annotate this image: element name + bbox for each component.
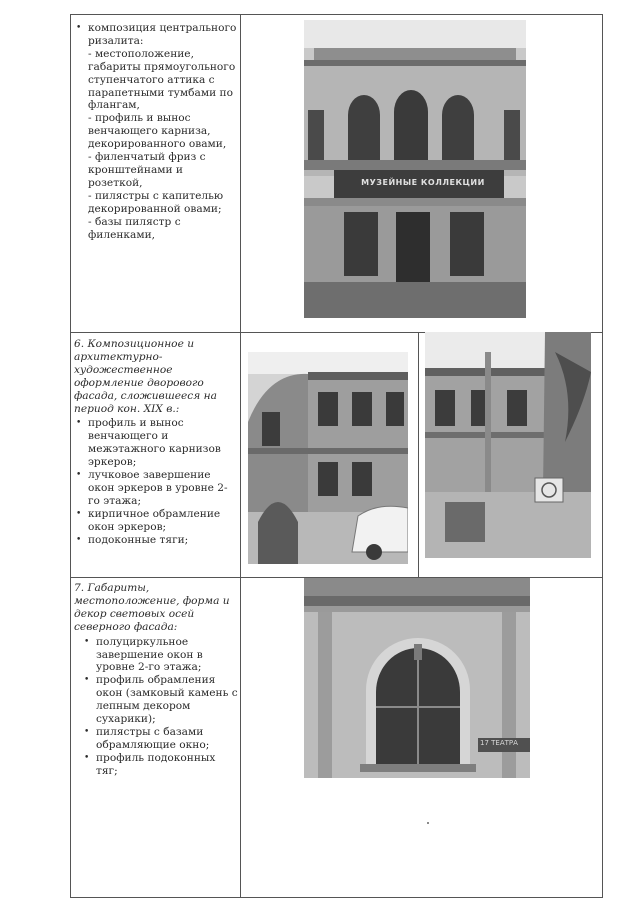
row1-item — [88, 151, 238, 190]
row1-item-text: - пилястры с капителью декорированной овами; — [88, 189, 224, 215]
row2-item-text: подоконные тяги; — [88, 533, 189, 546]
scan-speck — [427, 822, 429, 824]
row2-item-text: профиль и вынос венчающего и межэтажного карнизов эркеров; — [88, 417, 221, 469]
facade-photo-central-risalit — [304, 20, 526, 318]
bullet-icon: • — [84, 636, 90, 647]
row3-item — [84, 751, 238, 778]
row2-item — [76, 469, 236, 508]
row1-item — [88, 112, 238, 151]
courtyard-facade-photo-right — [425, 332, 591, 558]
photo-divider-row2 — [418, 333, 419, 577]
bullet-icon: • — [76, 418, 82, 429]
bullet-icon: • — [84, 726, 90, 737]
bullet-icon: • — [76, 534, 82, 545]
north-facade-window-photo — [304, 578, 530, 778]
bullet-icon: • — [76, 23, 82, 33]
photo-sign-text: МУЗЕЙНЫЕ КОЛЛЕКЦИИ — [361, 178, 485, 187]
row1-item-text: - профиль и вынос венчающего карниза, декорированного овами, — [88, 112, 227, 151]
row2-item — [76, 417, 236, 469]
row3-item — [84, 725, 238, 752]
row1-item — [76, 22, 238, 48]
row1-list — [78, 22, 238, 241]
row3-list — [74, 636, 238, 778]
row3-item-text: полуциркульное завершение окон в уровне 2-го этажа; — [96, 635, 203, 674]
bullet-icon: • — [84, 675, 90, 686]
row3-item-text: пилястры с базами обрамляющие окно; — [96, 725, 210, 751]
row3-item — [84, 635, 238, 675]
row2-item — [76, 533, 236, 547]
row1-text — [78, 22, 238, 241]
row1-item — [88, 216, 238, 242]
row3-text — [74, 582, 238, 778]
bullet-icon: • — [76, 508, 82, 519]
row1-item-text: - филенчатый фриз с кронштейнами и розеткой, — [88, 151, 206, 189]
row3-item-text: профиль подоконных тяг; — [96, 751, 216, 777]
row1-item-text: композиция центрального ризалита: — [88, 22, 237, 47]
row2-text — [74, 338, 236, 547]
row1-item — [88, 48, 238, 113]
table-border-top — [70, 14, 603, 15]
row1-item-text: - базы пилястр с филенками, — [88, 215, 181, 241]
row1-item — [88, 190, 238, 216]
table-border-right — [602, 14, 603, 898]
row2-heading: 6. Композиционное и архитектурно-художественное оформление дворового фасада, сложившееся на период кон. XIX в.: — [74, 338, 217, 415]
bullet-icon: • — [76, 470, 82, 481]
table-border-left — [70, 14, 71, 898]
row3-item-text: профиль обрамления окон (замковый камень с лепным декором сухарики); — [96, 674, 238, 726]
row1-item-text: - местоположение, габариты прямоугольного ступенчатого аттика с парапетными тумбами по флангам, — [88, 47, 236, 112]
row2-list — [74, 417, 236, 546]
row3-item — [84, 674, 238, 726]
row2-item-text: кирпичное обрамление окон эркеров; — [88, 507, 221, 533]
street-plate-text: 17 ТЕАТРА — [480, 739, 518, 747]
column-divider — [240, 14, 241, 898]
courtyard-facade-photo-left — [248, 352, 408, 564]
table-border-bottom — [70, 897, 603, 898]
row2-item — [76, 507, 236, 534]
row2-item-text: лучковое завершение окон эркеров в уровне 2-го этажа; — [88, 469, 228, 507]
bullet-icon: • — [84, 752, 90, 763]
row3-heading: 7. Габариты, местоположение, форма и декор световых осей северного фасада: — [74, 582, 230, 633]
